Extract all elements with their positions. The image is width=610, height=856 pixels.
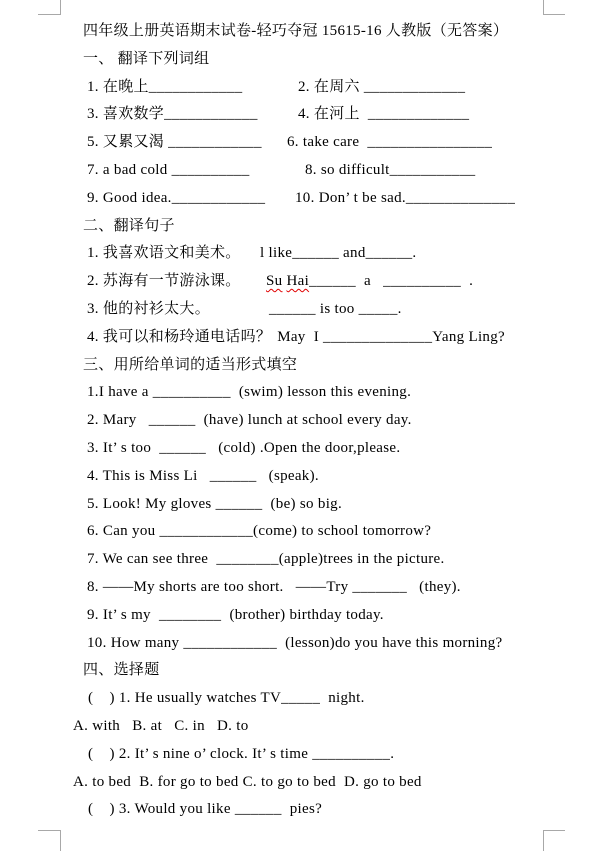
fill-item-7: 7. We can see three ________(apple)trees in the picture. <box>87 551 445 568</box>
section-4-heading: 四、选择题 <box>83 662 160 679</box>
sentence-2-chinese: 2. 苏海有一节游泳课。 <box>87 273 241 290</box>
phrase-row-7-8 <box>87 157 582 185</box>
fill-item-1: 1.I have a __________ (swim) lesson this evening. <box>87 384 412 401</box>
fill-item-9: 9. It’ s my ________ (brother) birthday today. <box>87 606 384 623</box>
sentence-3-english: ______ is too _____. <box>269 300 402 317</box>
phrase-row-9-10 <box>87 185 582 213</box>
phrase-10: 10. Don’ t be sad.______________ <box>295 189 516 206</box>
fill-item-5: 5. Look! My gloves ______ (be) so big. <box>87 495 343 512</box>
sentence-4-english: May I ______________Yang Ling? <box>277 328 505 345</box>
phrase-5: 5. 又累又渴 ____________ <box>87 134 262 151</box>
sentence-4-chinese: 4. 我可以和杨玲通电话吗？ <box>87 328 272 345</box>
crop-mark-bottom-right-icon <box>543 830 565 851</box>
phrase-row-5-6 <box>87 129 582 157</box>
sentence-1-english: l like______ and______. <box>260 245 417 262</box>
exam-content <box>73 18 582 824</box>
sentence-row-3 <box>87 296 582 324</box>
sentence-1-chinese: 1. 我喜欢语文和美术。 <box>87 245 241 262</box>
fill-item-6: 6. Can you ____________(come) to school tomorrow? <box>87 523 432 540</box>
crop-mark-bottom-left-icon <box>38 830 61 851</box>
fill-item-10: 10. How many ____________ (lesson)do you have this morning? <box>87 634 503 651</box>
phrase-9: 9. Good idea.____________ <box>87 189 266 206</box>
phrase-2: 2. 在周六 _____________ <box>298 78 466 95</box>
phrase-4: 4. 在河上 _____________ <box>298 106 470 123</box>
phrase-6: 6. take care ________________ <box>287 134 493 151</box>
phrase-8: 8. so difficult___________ <box>305 161 476 178</box>
sentence-2-blanks: ______ a __________ . <box>309 273 474 290</box>
sentence-2-word-su: Su <box>266 273 283 290</box>
section-1-heading: 一、 翻译下列词组 <box>83 50 210 67</box>
fill-item-4: 4. This is Miss Li ______ (speak). <box>87 467 319 484</box>
fill-item-2: 2. Mary ______ (have) lunch at school every day. <box>87 412 412 429</box>
phrase-row-1-2 <box>87 74 582 102</box>
section-3-heading: 三、用所给单词的适当形式填空 <box>83 356 298 373</box>
choice-question-1: ( ) 1. He usually watches TV_____ night. <box>88 690 365 707</box>
choice-question-3: ( ) 3. Would you like ______ pies? <box>88 801 323 818</box>
phrase-1: 1. 在晚上____________ <box>87 78 243 95</box>
fill-item-8: 8. ——My shorts are too short. ——Try _______ (they). <box>87 578 461 595</box>
sentence-3-chinese: 3. 他的衬衫太大。 <box>87 300 211 317</box>
sentence-row-2 <box>87 268 582 296</box>
sentence-2-word-hai: Hai <box>286 273 310 290</box>
crop-mark-top-right-icon <box>543 0 565 15</box>
sentence-row-4 <box>87 324 582 352</box>
choice-question-2: ( ) 2. It’ s nine o’ clock. It’ s time __________. <box>88 745 395 762</box>
section-2-heading: 二、翻译句子 <box>83 217 175 234</box>
phrase-3: 3. 喜欢数学____________ <box>87 106 258 123</box>
document-title: 四年级上册英语期末试卷-轻巧夺冠 15615-16 人教版（无答案） <box>83 23 509 39</box>
choice-options-2: A. to bed B. for go to bed C. to go to bed D. go to bed <box>73 773 422 790</box>
fill-item-3: 3. It’ s too ______ (cold) .Open the door,please. <box>87 439 401 456</box>
sentence-row-1 <box>87 240 582 268</box>
phrase-row-3-4 <box>87 101 582 129</box>
phrase-7: 7. a bad cold __________ <box>87 161 250 178</box>
choice-options-1: A. with B. at C. in D. to <box>73 717 249 734</box>
crop-mark-top-left-icon <box>38 0 61 15</box>
